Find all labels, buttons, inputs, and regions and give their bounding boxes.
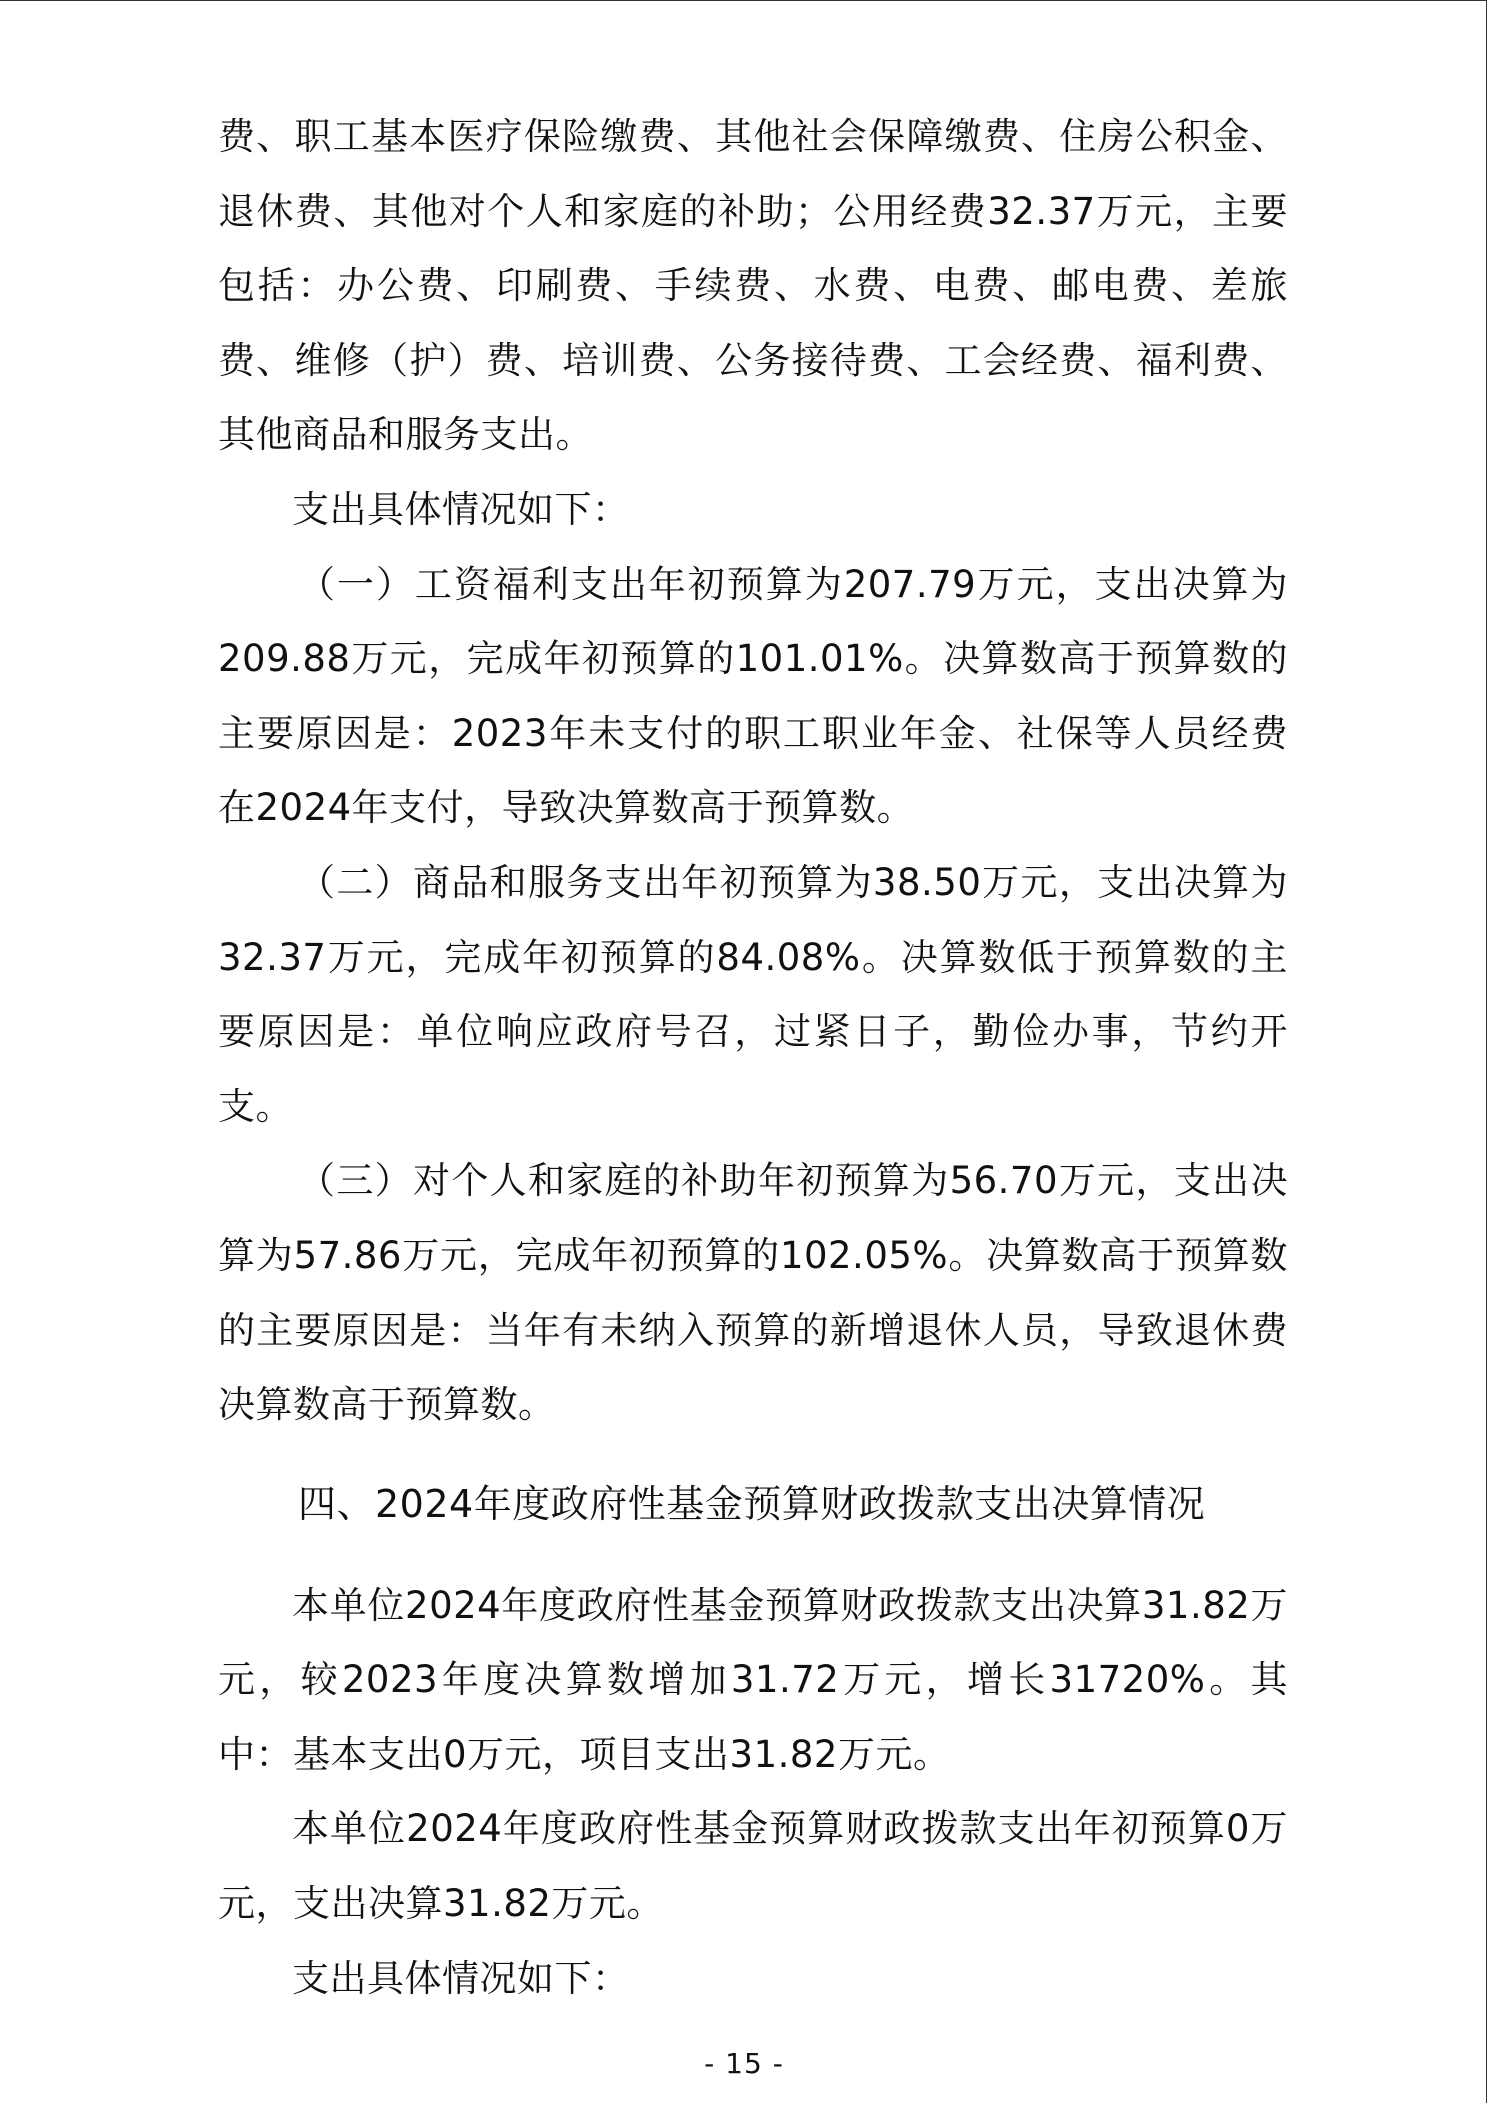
- section-heading: 四、2024年度政府性基金预算财政拨款支出决算情况: [298, 1481, 1206, 1526]
- paragraph-details-intro: 支出具体情况如下：: [292, 487, 630, 531]
- page-number: - 15 -: [704, 2047, 784, 2080]
- paragraph-item-3-subsidies: （三）对个人和家庭的补助年初预算为56.70万元，支出决算为57.86万元，完成年初预算的102.05%。决算数高于预算数的主要原因是：当年有未纳入预算的新增退休人员，导致退休费决算数高于预算数。: [218, 1159, 1288, 1427]
- paragraph-fund-total: 本单位2024年度政府性基金预算财政拨款支出决算31.82万元，较2023年度决算数增加31.72万元，增长31720%。其中：基本支出0万元，项目支出31.82万元。: [218, 1583, 1288, 1776]
- paragraph-item-1-wages: （一）工资福利支出年初预算为207.79万元，支出决算为209.88万元，完成年初预算的101.01%。决算数高于预算数的主要原因是：2023年未支付的职工职业年金、社保等人员经费在2024年支付，导致决算数高于预算数。: [218, 562, 1288, 830]
- paragraph-expense-list: 费、职工基本医疗保险缴费、其他社会保障缴费、住房公积金、退休费、其他对个人和家庭的补助；公用经费32.37万元，主要包括：办公费、印刷费、手续费、水费、电费、邮电费、差旅费、维修（护）费、培训费、公务接待费、工会经费、福利费、其他商品和服务支出。: [218, 115, 1288, 457]
- paragraph-fund-details-intro: 支出具体情况如下：: [292, 1956, 630, 2000]
- paragraph-item-2-goods-services: （二）商品和服务支出年初预算为38.50万元，支出决算为32.37万元，完成年初预算的84.08%。决算数低于预算数的主要原因是：单位响应政府号召，过紧日子，勤俭办事，节约开支。: [218, 860, 1288, 1128]
- paragraph-fund-budget: 本单位2024年度政府性基金预算财政拨款支出年初预算0万元，支出决算31.82万元。: [218, 1807, 1288, 1926]
- document-body: [218, 100, 1288, 2016]
